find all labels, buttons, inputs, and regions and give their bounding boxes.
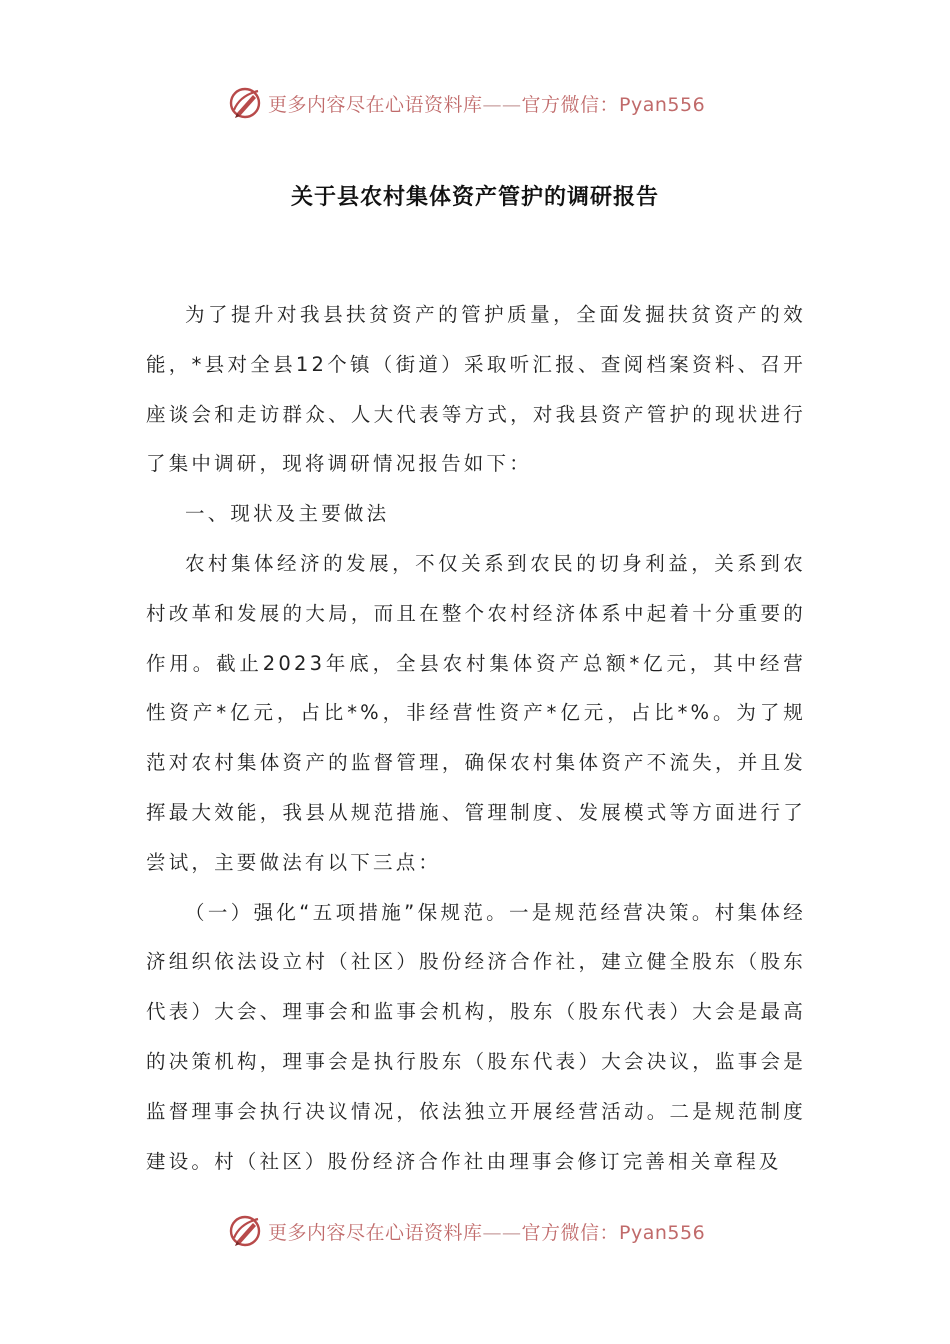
watermark-wechat-id: Pyan556 [619,1221,706,1244]
pen-logo-icon [228,1214,262,1248]
paragraph-overview: 农村集体经济的发展，不仅关系到农民的切身利益，关系到农村改革和发展的大局，而且在整个农村经济体系中起着十分重要的作用。截止2023年底，全县农村集体资产总额*亿元，其中经营性资产*亿元，占比*%，非经营性资产*亿元，占比*%。为了规范对农村集体资产的监督管理，确保农村集体资产不流失，并且发挥最大效能，我县从规范措施、管理制度、发展模式等方面进行了尝试，主要做法有以下三点： [146,551,806,874]
pen-logo-icon [228,86,262,120]
paragraph-measures: （一）强化“五项措施”保规范。一是规范经营决策。村集体经济组织依法设立村（社区）股份经济合作社，建立健全股东（股东代表）大会、理事会和监事会机构，股东（股东代表）大会是最高的决策机构，理事会是执行股东（股东代表）大会决议，监事会是监督理事会执行决议情况，依法独立开展经营活动。二是规范制度建设。村（社区）股份经济合作社由理事会修订完善相关章程及 [146,900,806,1173]
watermark-wechat-id: Pyan556 [619,93,706,116]
footer-watermark [228,1211,748,1251]
watermark-suffix: 官方微信： [521,1221,620,1244]
document-body [146,290,806,1186]
watermark-separator: —— [482,1221,522,1244]
watermark-main: 更多内容尽在心语资料库 [268,93,483,116]
section-heading-1: 一、现状及主要做法 [185,502,390,526]
paragraph-intro: 为了提升对我县扶贫资产的管护质量，全面发掘扶贫资产的效能，*县对全县12个镇（街道）采取听汇报、查阅档案资料、召开座谈会和走访群众、人大代表等方式，对我县资产管护的现状进行了集中调研，现将调研情况报告如下： [146,303,806,476]
watermark-suffix: 官方微信： [521,93,620,116]
document-title: 关于县农村集体资产管护的调研报告 [290,185,659,210]
watermark-text [268,90,705,117]
watermark-main: 更多内容尽在心语资料库 [268,1221,483,1244]
header-watermark [228,83,748,123]
watermark-separator: —— [482,93,522,116]
watermark-text [268,1218,705,1245]
